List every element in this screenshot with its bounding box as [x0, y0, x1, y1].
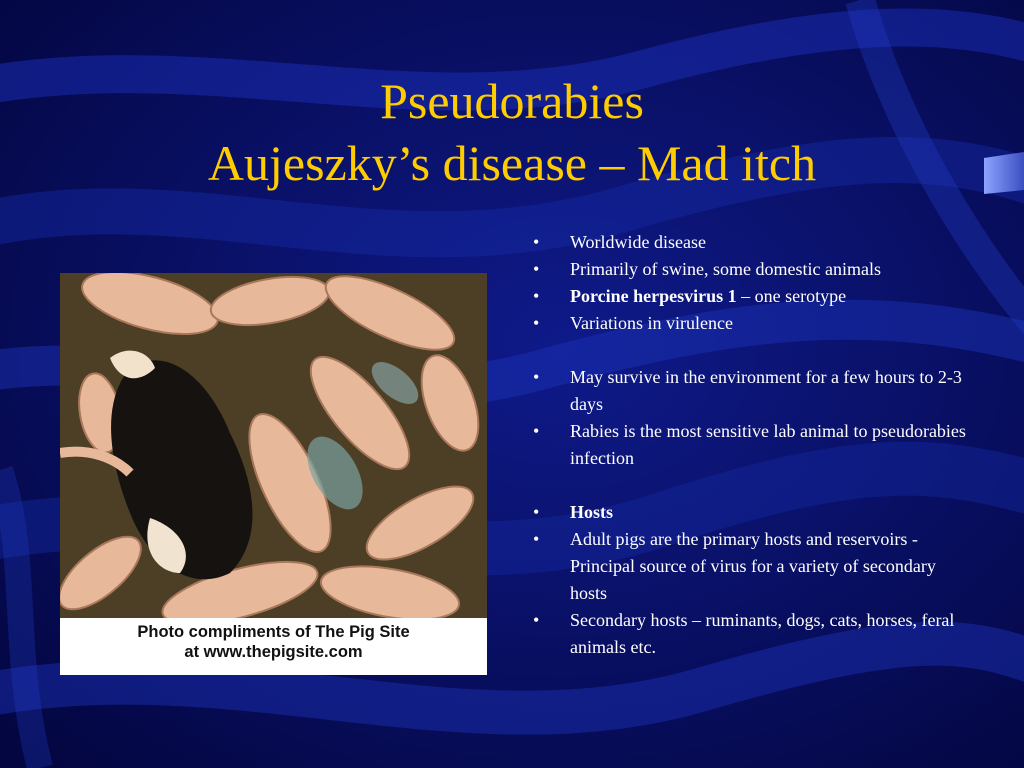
title-line-1: Pseudorabies — [380, 73, 644, 129]
bullet-item: • Worldwide disease — [533, 229, 973, 256]
bullet-item: • Secondary hosts – ruminants, dogs, cats, horses, feral animals etc. — [533, 607, 973, 661]
photo-caption — [60, 622, 487, 662]
slide-title — [0, 70, 1024, 194]
bullet-item — [533, 499, 973, 526]
bullet-item: • Primarily of swine, some domestic animals — [533, 256, 973, 283]
bullet-item: • Porcine herpesvirus 1 – one serotype — [533, 283, 973, 310]
bold-term: Hosts — [570, 502, 614, 522]
bold-term: Porcine herpesvirus 1 — [570, 286, 737, 306]
bullet-item: • May survive in the environment for a few hours to 2-3 days — [533, 364, 973, 418]
title-line-2: Aujeszky’s disease – Mad itch — [207, 135, 817, 191]
bullet-item: • Variations in virulence — [533, 310, 973, 337]
caption-line-2: at www.thepigsite.com — [184, 643, 363, 661]
bullet-item: • Rabies is the most sensitive lab animal to pseudorabies infection — [533, 418, 973, 472]
pigs-photo — [60, 273, 487, 618]
photo-frame — [60, 273, 487, 675]
bullet-list — [533, 229, 973, 661]
bullet-item: • Adult pigs are the primary hosts and reservoirs - Principal source of virus for a variety of secondary hosts — [533, 526, 973, 607]
caption-line-1: Photo compliments of The Pig Site — [137, 623, 410, 641]
